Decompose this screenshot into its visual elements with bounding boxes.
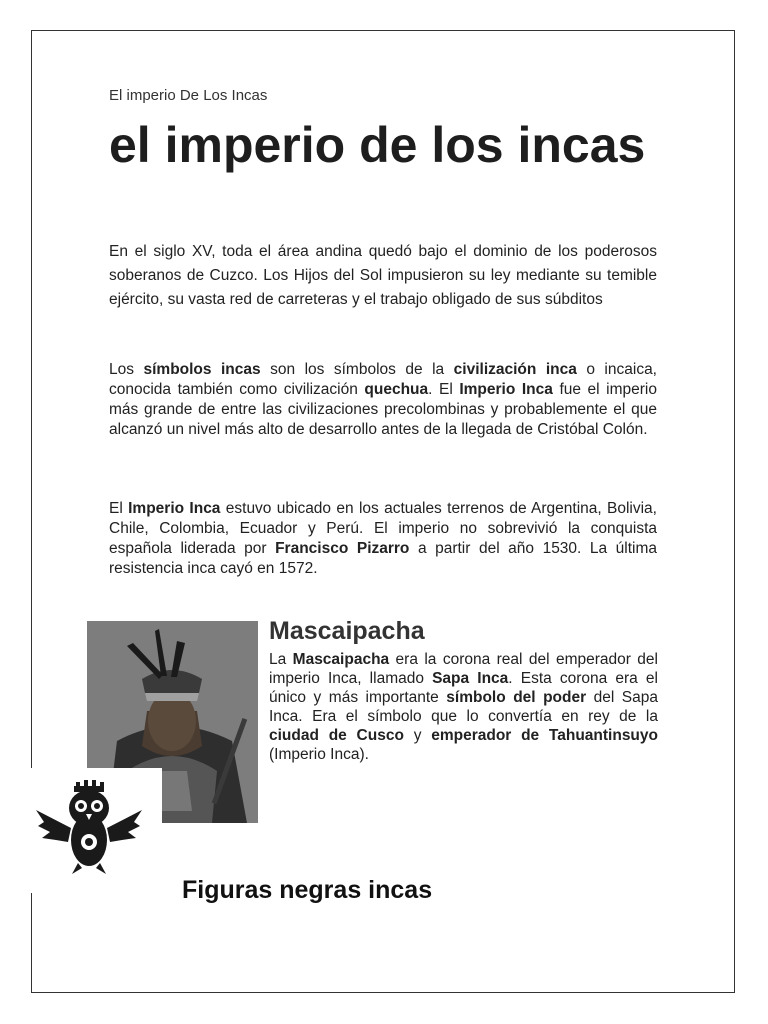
header-label: El imperio De Los Incas <box>109 87 268 104</box>
inca-owl-figure <box>16 768 162 893</box>
mascaipacha-heading: Mascaipacha <box>269 617 425 645</box>
figures-heading: Figuras negras incas <box>182 876 433 904</box>
intro-paragraph: En el siglo XV, toda el área andina quedó bajo el dominio de los poderosos soberanos de Cuzco. Los Hijos del Sol impusieron su ley mediante su temible ejército, su vasta red de carreteras y el trabajo obligado de sus súbditos <box>109 243 657 308</box>
symbols-paragraph: Los símbolos incas son los símbolos de la civilización inca o incaica, conocida también como civilización quechua. El Imperio Inca fue el imperio más grande de entre las civilizaciones precolombinas y probablemente el que alcanzó un nivel más alto de desarrollo antes de la llegada de Cristóbal Colón. <box>109 361 657 438</box>
page-title: el imperio de los incas <box>109 117 646 173</box>
location-paragraph: El Imperio Inca estuvo ubicado en los actuales terrenos de Argentina, Bolivia, Chile, Colombia, Ecuador y Perú. El imperio no sobrevivió la conquista española liderada por Francisco Pizarro a partir del año 1530. La última resistencia inca cayó en 1572. <box>109 500 658 577</box>
mascaipacha-paragraph: La Mascaipacha era la corona real del emperador del imperio Inca, llamado Sapa Inca. Esta corona era el único y más importante símbolo del poder del Sapa Inca. Era el símbolo que lo convertía en rey de la ciudad de Cusco y emperador de Tahuantinsuyo (Imperio Inca). <box>269 651 659 763</box>
